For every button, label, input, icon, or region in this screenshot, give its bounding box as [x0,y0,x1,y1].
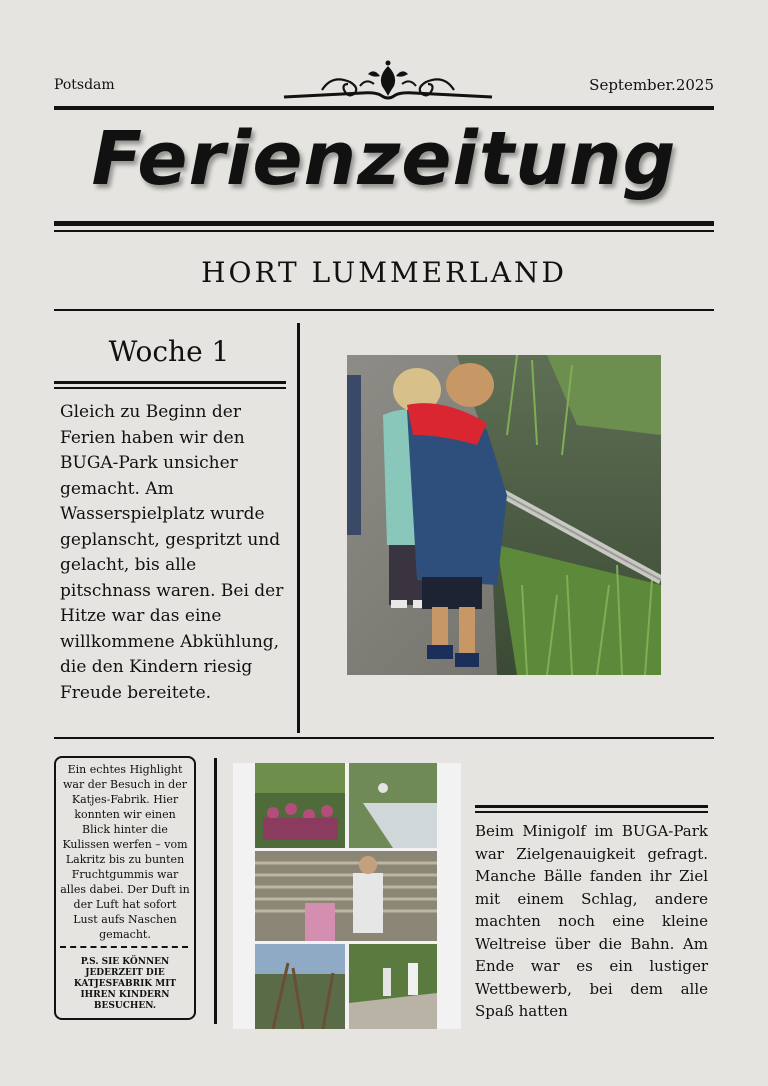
highlight-text: Ein echtes Highlight war der Besuch in der Katjes-Fabrik. Hier konnten wir einen Blick hinter die Kulissen werfen – vom Lakritz bis zu bunten Fruchtgummis war alles dabei. Der Duft in der Luft hat sofort Lust aufs Naschen gemacht. [60,763,190,941]
header-rule-bottom-thin [54,230,714,232]
highlight-divider [60,946,188,948]
week-rule-thin [54,387,286,389]
subtitle-rule [54,309,714,311]
column-divider [297,323,300,733]
issue-date: September.2025 [589,76,714,94]
ornament-icon [282,60,494,104]
week-rule-thick [54,381,286,384]
header-rule-top [54,106,714,110]
highlight-ps: P.S. SIE KÖNNEN JEDERZEIT DIE KATJESFABRIK MIT IHREN KINDERN BESUCHEN. [73,957,177,1011]
minigolf-rule-thin [475,811,708,813]
minigolf-rule-thick [475,805,708,808]
location-label: Potsdam [54,77,115,93]
header-rule-bottom-thick [54,221,714,226]
week-story: Gleich zu Beginn der Ferien haben wir den BUGA-Park unsicher gemacht. Am Wasserspielplatz wurde geplanscht, gespritzt und gelacht, bis alle pitschnass waren. Bei der Hitze war das eine willkommene Abkühlung, die den Kindern riesig Freude bereitete. [60,402,284,703]
sidebar-divider [214,758,217,1024]
newspaper-subtitle: HORT LUMMERLAND [201,256,567,289]
minigolf-story: Beim Minigolf im BUGA-Park war Zielgenauigkeit gefragt. Manche Bälle fanden ihr Ziel mit einem Schlag, andere machten noch eine kleine Weltreise über die Bahn. Am Ende war es ein lustiger Wettbewerb, bei dem alle Spaß hatten [475,822,708,1020]
waterplay-photo [347,355,661,675]
week-heading: Woche 1 [108,335,230,368]
section-rule [54,737,714,739]
minigolf-collage [233,763,461,1029]
masthead-title: Ferienzeitung [91,116,677,202]
